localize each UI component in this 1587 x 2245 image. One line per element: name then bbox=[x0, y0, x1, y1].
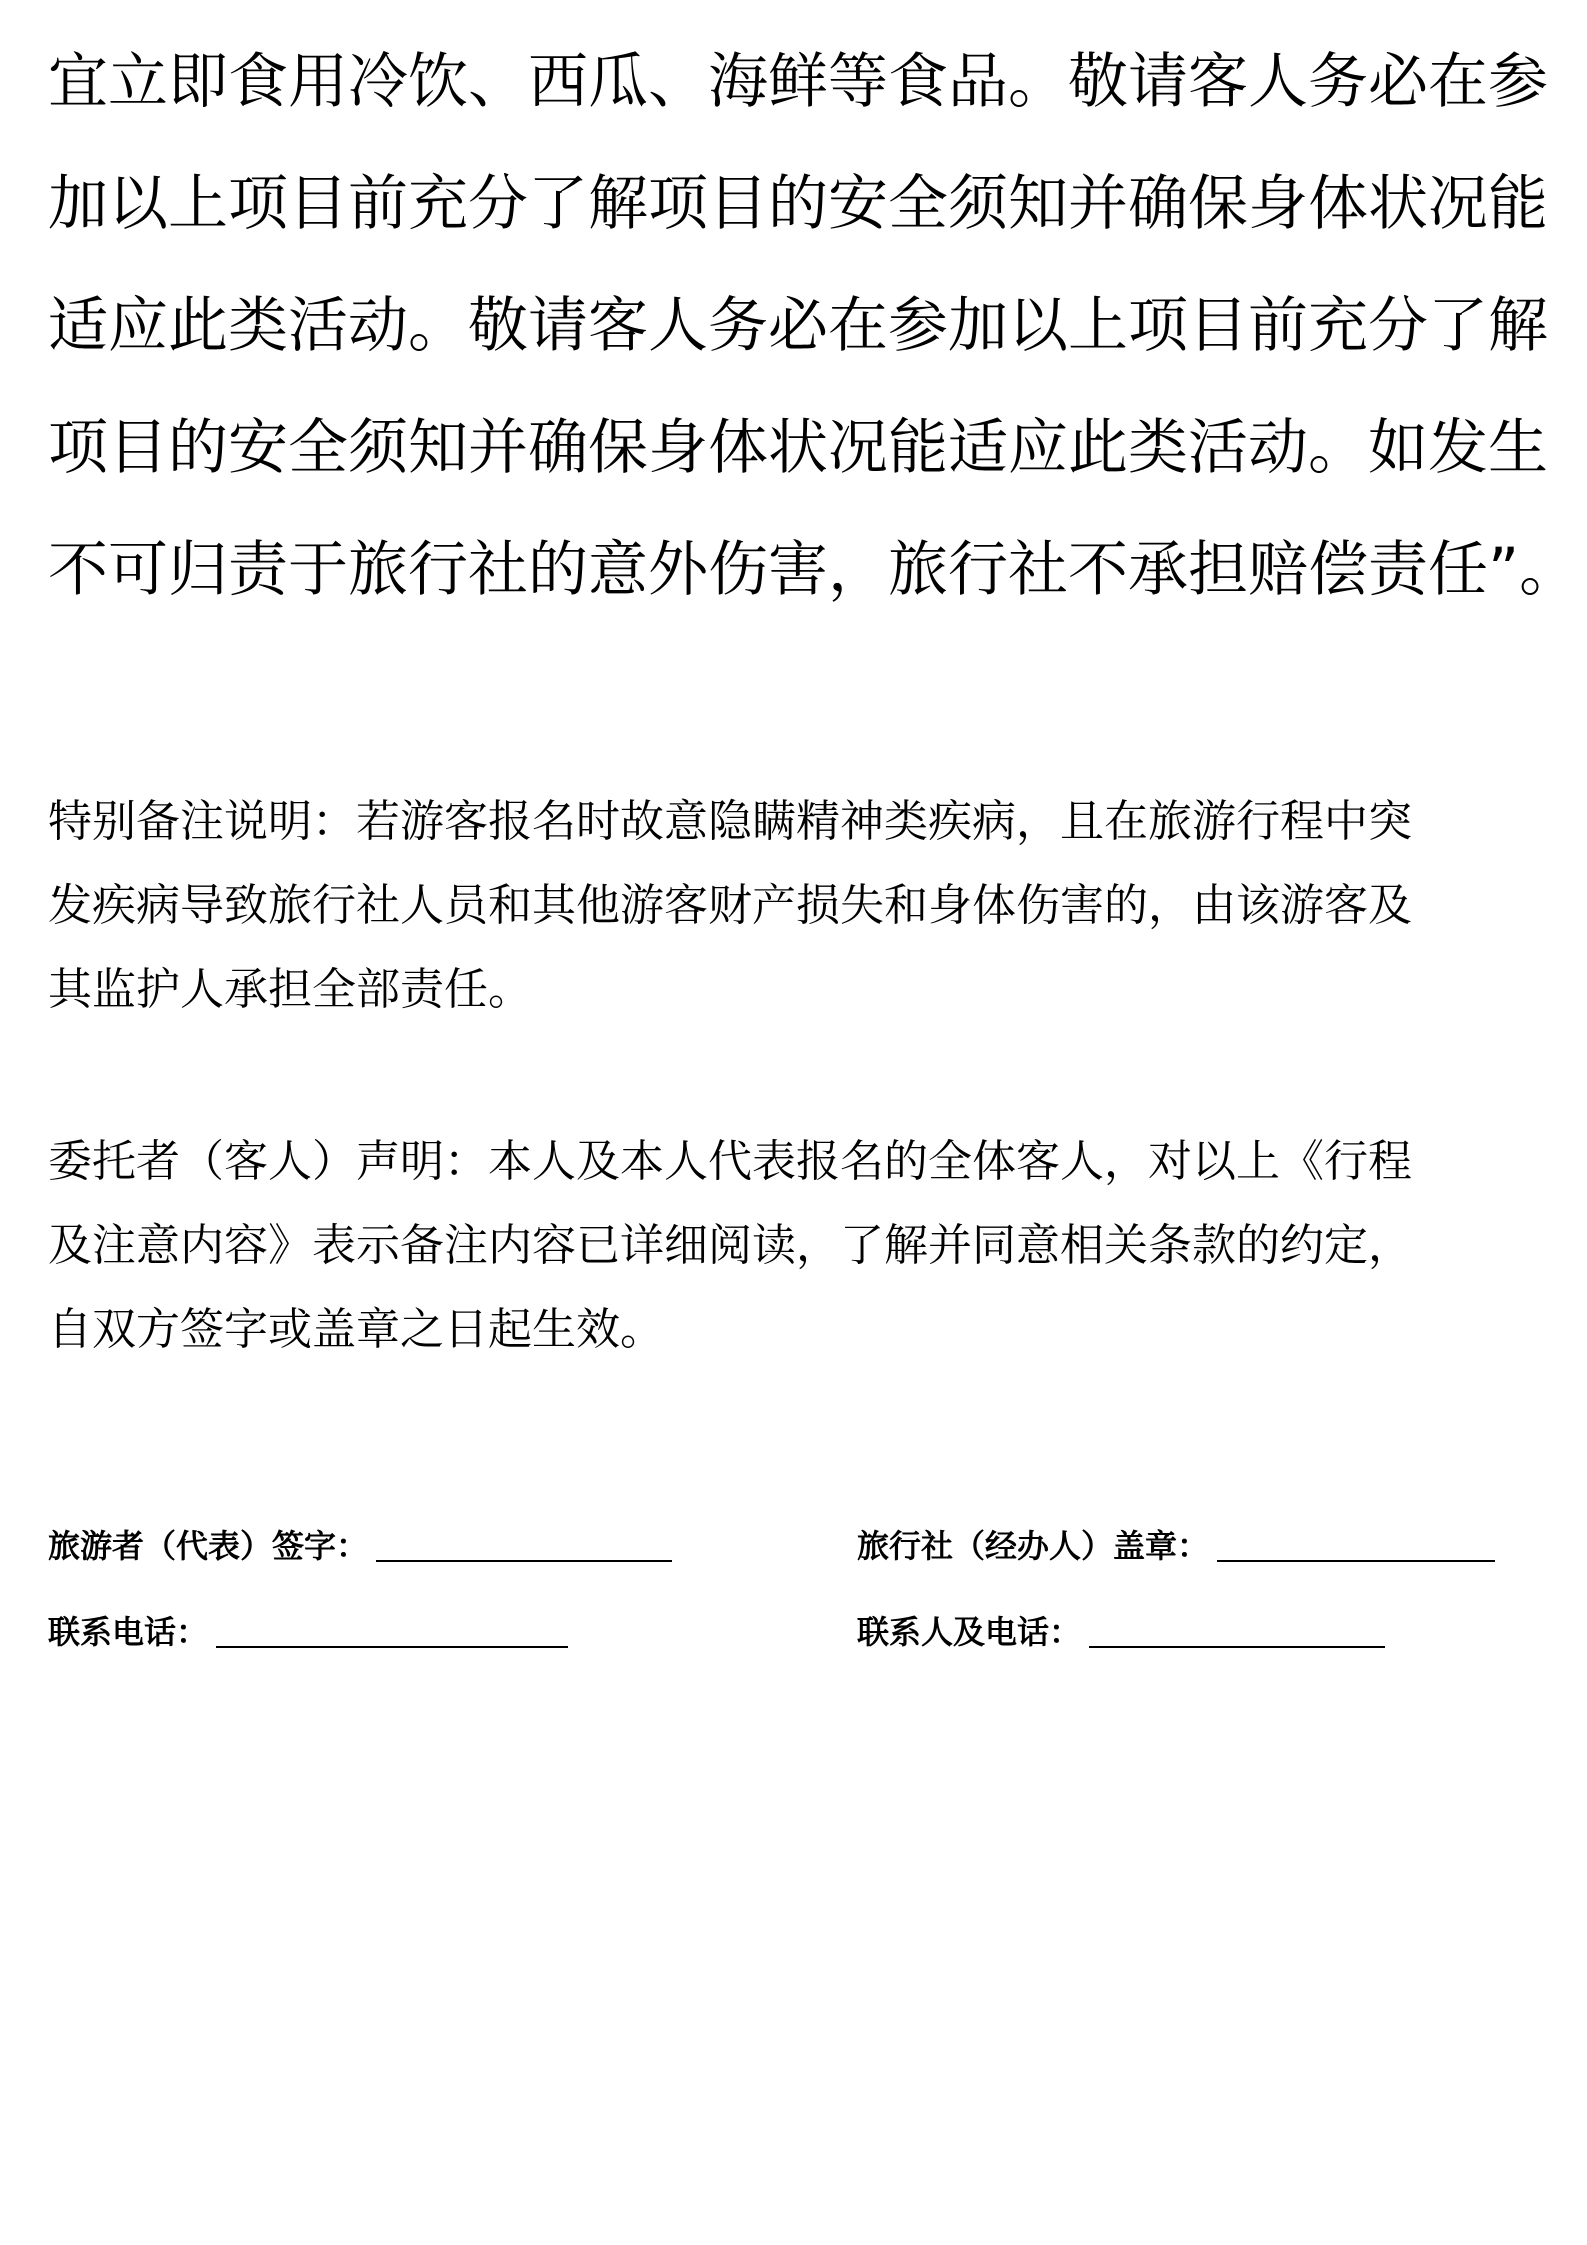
traveler-phone-line[interactable] bbox=[216, 1646, 568, 1648]
main-paragraph-line: 不可归责于旅行社的意外伤害，旅行社不承担赔偿责任”。 bbox=[48, 535, 1580, 605]
agency-stamp-label: 旅行社（经办人）盖章： bbox=[857, 1527, 1210, 1565]
traveler-phone-field bbox=[48, 1600, 568, 1650]
main-paragraph-line: 项目的安全须知并确保身体状况能适应此类活动。如发生 bbox=[48, 413, 1548, 483]
traveler-phone-label: 联系电话： bbox=[48, 1613, 209, 1651]
agency-stamp-field bbox=[857, 1514, 1495, 1564]
traveler-signature-label: 旅游者（代表）签字： bbox=[48, 1527, 369, 1565]
client-declaration bbox=[48, 1136, 1548, 1392]
main-paragraph bbox=[48, 47, 1580, 662]
special-note-line: 其监护人承担全部责任。 bbox=[48, 964, 532, 1015]
main-paragraph-line: 加以上项目前充分了解项目的安全须知并确保身体状况能 bbox=[48, 169, 1548, 239]
agency-contact-line[interactable] bbox=[1089, 1646, 1385, 1648]
traveler-signature-field bbox=[48, 1514, 672, 1564]
special-note-line: 特别备注说明：若游客报名时故意隐瞒精神类疾病，且在旅游行程中突 bbox=[48, 796, 1412, 847]
declaration-line: 及注意内容》表示备注内容已详细阅读，了解并同意相关条款的约定， bbox=[48, 1220, 1412, 1271]
main-paragraph-line: 适应此类活动。敬请客人务必在参加以上项目前充分了解 bbox=[48, 291, 1548, 361]
special-note-line: 发疾病导致旅行社人员和其他游客财产损失和身体伤害的，由该游客及 bbox=[48, 880, 1412, 931]
agency-contact-field bbox=[857, 1600, 1385, 1650]
main-paragraph-line: 宜立即食用冷饮、西瓜、海鲜等食品。敬请客人务必在参 bbox=[48, 47, 1548, 117]
declaration-line: 委托者（客人）声明：本人及本人代表报名的全体客人，对以上《行程 bbox=[48, 1136, 1412, 1187]
special-note bbox=[48, 796, 1548, 1052]
agency-stamp-line[interactable] bbox=[1217, 1560, 1495, 1562]
agency-contact-label: 联系人及电话： bbox=[857, 1613, 1082, 1651]
traveler-signature-line[interactable] bbox=[376, 1560, 672, 1562]
declaration-line: 自双方签字或盖章之日起生效。 bbox=[48, 1304, 664, 1355]
